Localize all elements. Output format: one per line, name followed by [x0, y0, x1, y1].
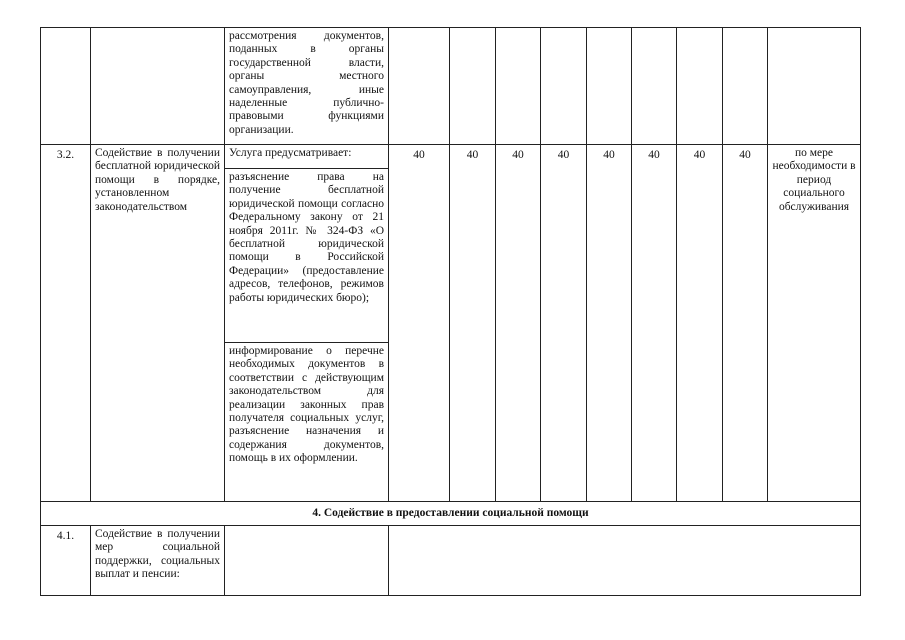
cell-description: информирование о перечне необходимых документов в соответствии с действующим законодательством для реализации законных прав получателя социальных услуг, разъяснение назначения и содержания документов, помощь в их оформлении. — [225, 343, 389, 502]
cell-value — [723, 28, 768, 145]
value-cell: 40 — [450, 145, 496, 502]
section-heading: 4. Содействие в предоставлении социальной помощи — [41, 502, 861, 526]
cell-values-merged — [389, 526, 861, 596]
value-cell: 40 — [541, 145, 587, 502]
service-name: Содействие в получении мер социальной поддержки, социальных выплат и пенсии: — [91, 526, 225, 596]
value-cell: 40 — [496, 145, 541, 502]
cell-description: разъяснение права на получение бесплатной юридической помощи согласно Федеральному закону от 21 ноября 2011г. № 324-ФЗ «О бесплатной юридической помощи в Российской Федерации» (предоставление адресов, телефонов, режимов работы юридических бюро); — [225, 169, 389, 343]
cell-description: рассмотрения документов, поданных в органы государственной власти, органы местного самоуправления, иные наделенные публично-правовыми функциями организации. — [225, 28, 389, 145]
cell-number — [41, 28, 91, 145]
services-table — [40, 27, 861, 596]
cell-description — [225, 526, 389, 596]
cell-value — [496, 28, 541, 145]
value-cell: 40 — [632, 145, 677, 502]
cell-name — [91, 28, 225, 145]
service-name: Содействие в получении бесплатной юридической помощи в порядке, установленном законодательством — [91, 145, 225, 502]
table-row — [41, 28, 861, 145]
table-row — [41, 145, 861, 169]
cell-value — [450, 28, 496, 145]
row-number: 3.2. — [41, 145, 91, 502]
table-row — [41, 526, 861, 596]
value-cell: 40 — [677, 145, 723, 502]
value-cell: 40 — [587, 145, 632, 502]
cell-value — [632, 28, 677, 145]
value-cell: 40 — [389, 145, 450, 502]
cell-value — [541, 28, 587, 145]
value-cell: 40 — [723, 145, 768, 502]
cell-value — [389, 28, 450, 145]
cell-value — [587, 28, 632, 145]
term-cell: по мере необходимости в период социального обслуживания — [768, 145, 861, 502]
cell-value — [677, 28, 723, 145]
cell-description: Услуга предусматривает: — [225, 145, 389, 169]
table-row — [41, 502, 861, 526]
cell-term — [768, 28, 861, 145]
row-number: 4.1. — [41, 526, 91, 596]
